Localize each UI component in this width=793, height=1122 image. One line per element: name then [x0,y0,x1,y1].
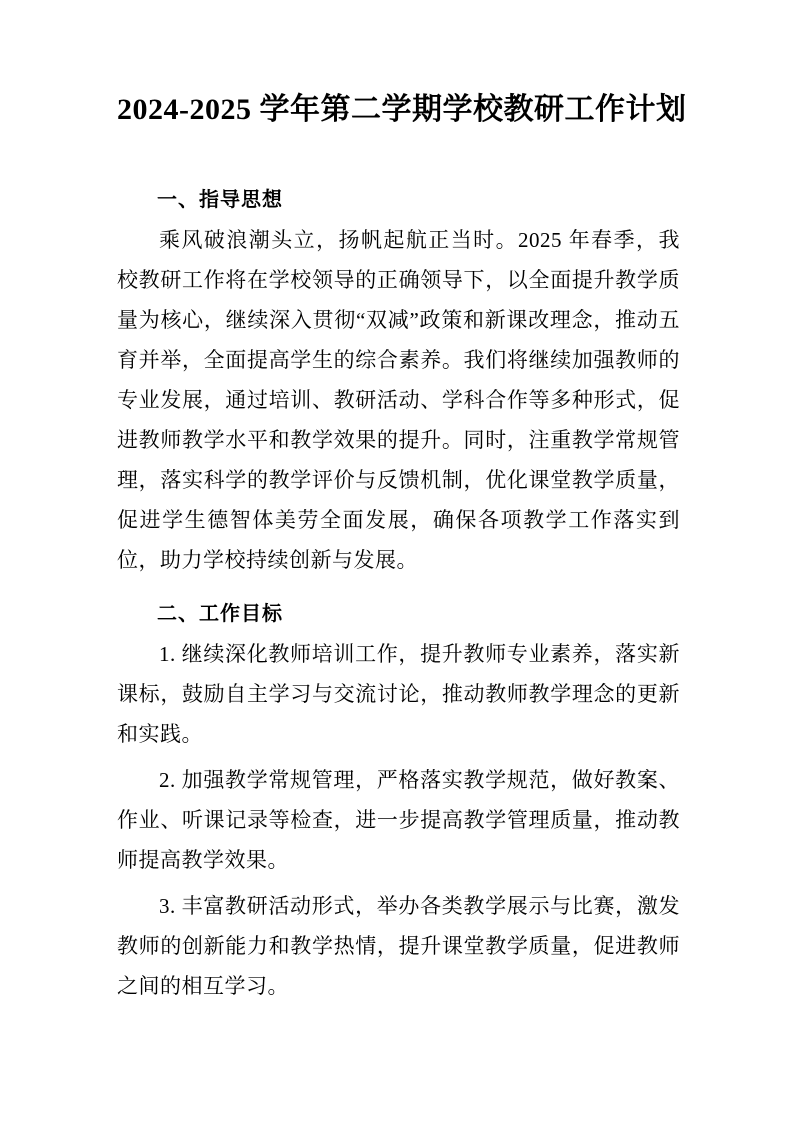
document-title: 2024-2025 学年第二学期学校教研工作计划 [117,93,687,126]
section-heading-guiding-ideology: 一、指导思想 [157,189,283,211]
paragraph-goal-2: 2. 加强教学常规管理，严格落实教学规范，做好教案、作业、听课记录等检查，进一步提高教学管理质量，推动教师提高教学效果。 [117,768,680,872]
paragraph-goal-3: 3. 丰富教研活动形式，举办各类教学展示与比赛，激发教师的创新能力和教学热情，提升课堂教学质量，促进教师之间的相互学习。 [117,894,680,998]
paragraph-guiding-ideology: 乘风破浪潮头立，扬帆起航正当时。2025 年春季，我校教研工作将在学校领导的正确领导下，以全面提升教学质量为核心，继续深入贯彻“双减”政策和新课改理念，推动五育并举，全面提高学生的综合素养。我们将继续加强教师的专业发展，通过培训、教研活动、学科合作等多种形式，促进教师教学水平和教学效果的提升。同时，注重教学常规管理，落实科学的教学评价与反馈机制，优化课堂教学质量，促进学生德智体美劳全面发展，确保各项教学工作落实到位，助力学校持续创新与发展。 [117,228,680,572]
paragraph-goal-1: 1. 继续深化教师培训工作，提升教师专业素养，落实新课标，鼓励自主学习与交流讨论，推动教师教学理念的更新和实践。 [117,642,680,746]
document-body [117,180,680,1006]
section-heading-work-goals: 二、工作目标 [157,603,283,625]
